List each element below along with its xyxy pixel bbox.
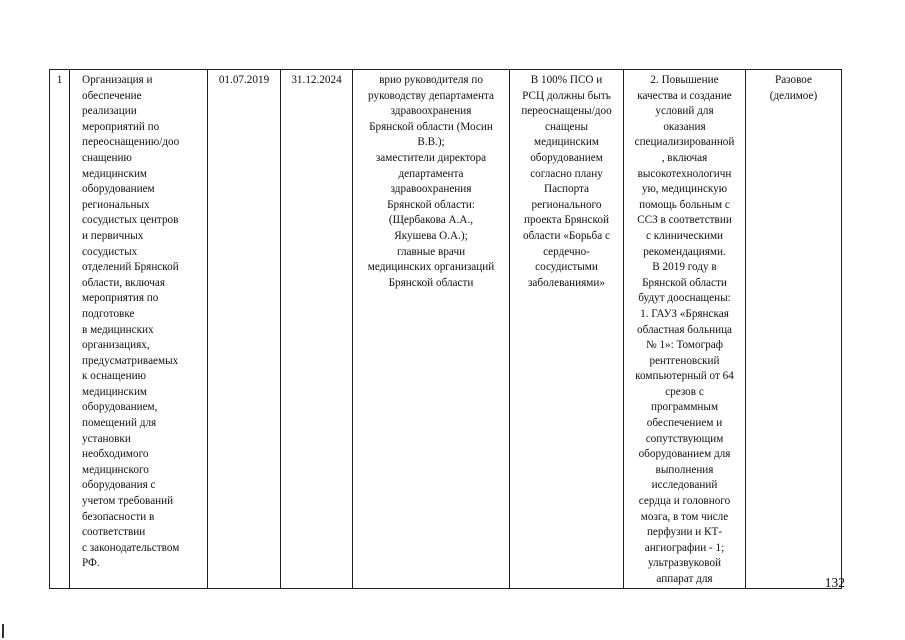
cell-text-line: компьютерный от 64 xyxy=(635,370,734,383)
cell-text-line: заместители директора xyxy=(375,151,487,164)
cell-text-line: Разовое xyxy=(774,74,813,86)
cell-text-line: заболеваниями» xyxy=(528,276,605,289)
cell-text-line: программным xyxy=(650,401,719,414)
cell-text-line: ую, медицинскую xyxy=(641,183,728,196)
cell-text-line: ультразвуковой xyxy=(647,557,722,570)
cell-text-line: переоснащению/доо xyxy=(82,136,180,149)
cell-text-line: исследований xyxy=(651,479,718,492)
cell-text-line: ангиографии - 1; xyxy=(644,541,725,554)
cell-text-line: Якушева О.А.); xyxy=(394,229,468,242)
cell-text-line: снащению xyxy=(82,151,132,164)
scan-edge-mark xyxy=(2,624,4,638)
cell-text-line: 01.07.2019 xyxy=(218,74,270,86)
cell-text-line: мероприятия по xyxy=(82,292,159,305)
cell-text-line: оборудованием для xyxy=(638,448,731,461)
cell-text-line: (делимое) xyxy=(769,89,818,102)
page-number: 132 xyxy=(824,575,845,590)
cell-text-line: мозга, в том числе xyxy=(640,510,729,523)
cell-text-line: предусматриваемых xyxy=(82,354,179,367)
cell-text-line: сосудистыми xyxy=(535,261,598,274)
cell-text-line: (Щербакова А.А., xyxy=(388,214,474,227)
cell-text-line: № 1»: Томограф xyxy=(645,339,723,352)
cell-text-line: 1. ГАУЗ «Брянская xyxy=(640,307,729,320)
cell-text-line: руководству департамента xyxy=(368,89,494,102)
cell-text-line: соответствии xyxy=(82,526,146,539)
cell-text-line: медицинских организаций xyxy=(367,261,495,274)
cell-text-line: сердца и головного xyxy=(638,495,731,508)
cell-text-line: медицинским xyxy=(82,385,148,398)
type-cell xyxy=(746,70,842,589)
cell-text-line: помещений для xyxy=(82,417,157,430)
cell-text-line: выполнения xyxy=(655,463,714,476)
cell-text-line: В 2019 году в xyxy=(652,261,717,274)
cell-text-line: с клиническими xyxy=(645,229,724,242)
cell-text-line: оборудованием, xyxy=(82,401,158,414)
cell-text-line: качества и создание xyxy=(637,89,732,102)
cell-text-line: с законодательством xyxy=(82,541,180,554)
cell-text-line: обеспечение xyxy=(82,89,142,102)
cell-text-line: В.В.); xyxy=(417,136,445,149)
end-date-cell xyxy=(281,70,353,589)
cell-text-line: оказания xyxy=(663,120,706,133)
cell-text-line: сосудистых xyxy=(82,245,138,258)
cell-text-line: Паспорта xyxy=(543,183,590,196)
cell-text-line: установки xyxy=(82,432,131,445)
cell-text-line: сопутствующим xyxy=(645,432,724,445)
cell-text-line: срезов с xyxy=(665,385,704,398)
cell-text-line: областная больница xyxy=(636,323,733,336)
cell-text-line: Брянской области xyxy=(642,276,727,289)
cell-text-line: Брянской области (Мосин xyxy=(369,120,493,133)
cell-text-line: оборудованием xyxy=(82,183,155,196)
cell-text-line: перфузии и КТ- xyxy=(646,526,723,539)
cell-text-line: специализированной xyxy=(634,136,735,149)
cell-text-line: РФ. xyxy=(82,557,100,570)
cell-text-line: сердечно- xyxy=(543,245,590,258)
cell-text-line: реализации xyxy=(82,105,137,118)
cell-text-line: в медицинских xyxy=(82,323,154,336)
start-date-cell xyxy=(208,70,281,589)
cell-text-line: региональных xyxy=(82,198,150,211)
cell-text-line: к оснащению xyxy=(82,370,146,383)
cell-text-line: снащены xyxy=(544,120,588,133)
cell-text-line: помощь больным с xyxy=(639,198,730,211)
cell-text-line: области, включая xyxy=(82,276,165,289)
cell-text-line: высокотехнологичн xyxy=(637,167,732,180)
row-number-cell xyxy=(50,70,70,589)
cell-text-line: и первичных xyxy=(82,229,144,242)
table-row xyxy=(50,70,842,589)
cell-text-line: будут дооснащены: xyxy=(638,292,731,305)
cell-text-line: медицинским xyxy=(82,167,148,180)
cell-text-line: Брянской области xyxy=(388,276,474,289)
cell-text-line: 31.12.2024 xyxy=(291,74,342,86)
cell-text-line: Организация и xyxy=(82,74,153,86)
cell-text-line: согласно плану xyxy=(530,167,603,180)
cell-text-line: рекомендациями. xyxy=(643,245,726,258)
cell-text-line: здравоохранения xyxy=(390,105,472,118)
cell-text-line: врио руководителя по xyxy=(379,74,483,86)
cell-text-line: медицинского xyxy=(82,463,149,476)
cell-text-line: отделений Брянской xyxy=(82,261,179,274)
cell-text-line: организациях, xyxy=(82,339,150,352)
cell-text-line: подготовке xyxy=(82,307,135,320)
cell-text-line: оборудованием xyxy=(530,151,603,164)
cell-text-line: В 100% ПСО и xyxy=(530,74,603,86)
cell-text-line: РСЦ должны быть xyxy=(522,89,611,102)
cell-text-line: Брянской области: xyxy=(387,198,475,211)
cell-text-line: аппарат для xyxy=(656,573,713,585)
description-cell xyxy=(624,70,746,589)
cell-text-line: необходимого xyxy=(82,448,149,461)
cell-text-line: условий для xyxy=(655,105,714,118)
cell-text-line: 2. Повышение xyxy=(650,74,719,86)
activity-table xyxy=(49,69,842,589)
responsible-cell xyxy=(353,70,510,589)
cell-text-line: оборудования с xyxy=(82,479,156,492)
result-cell xyxy=(510,70,624,589)
cell-text-line: ССЗ в соответствии xyxy=(637,214,732,227)
cell-text-line: мероприятий по xyxy=(82,120,160,133)
cell-text-line: департамента xyxy=(398,167,464,180)
cell-text-line: переоснащены/доо xyxy=(521,105,612,118)
cell-text-line: регионального xyxy=(531,198,602,211)
cell-text-line: 1 xyxy=(56,74,63,86)
cell-text-line: обеспечением и xyxy=(646,417,723,430)
cell-text-line: здравоохранения xyxy=(390,183,472,196)
event-name-cell xyxy=(70,70,208,589)
cell-text-line: главные врачи xyxy=(396,245,466,258)
cell-text-line: медицинским xyxy=(533,136,599,149)
cell-text-line: проекта Брянской xyxy=(524,214,609,227)
cell-text-line: рентгеновский xyxy=(649,354,720,367)
cell-text-line: безопасности в xyxy=(82,510,155,523)
cell-text-line: области «Борьба с xyxy=(523,229,610,242)
cell-text-line: , включая xyxy=(661,151,708,164)
cell-text-line: сосудистых центров xyxy=(82,214,179,227)
cell-text-line: учетом требований xyxy=(82,495,174,508)
